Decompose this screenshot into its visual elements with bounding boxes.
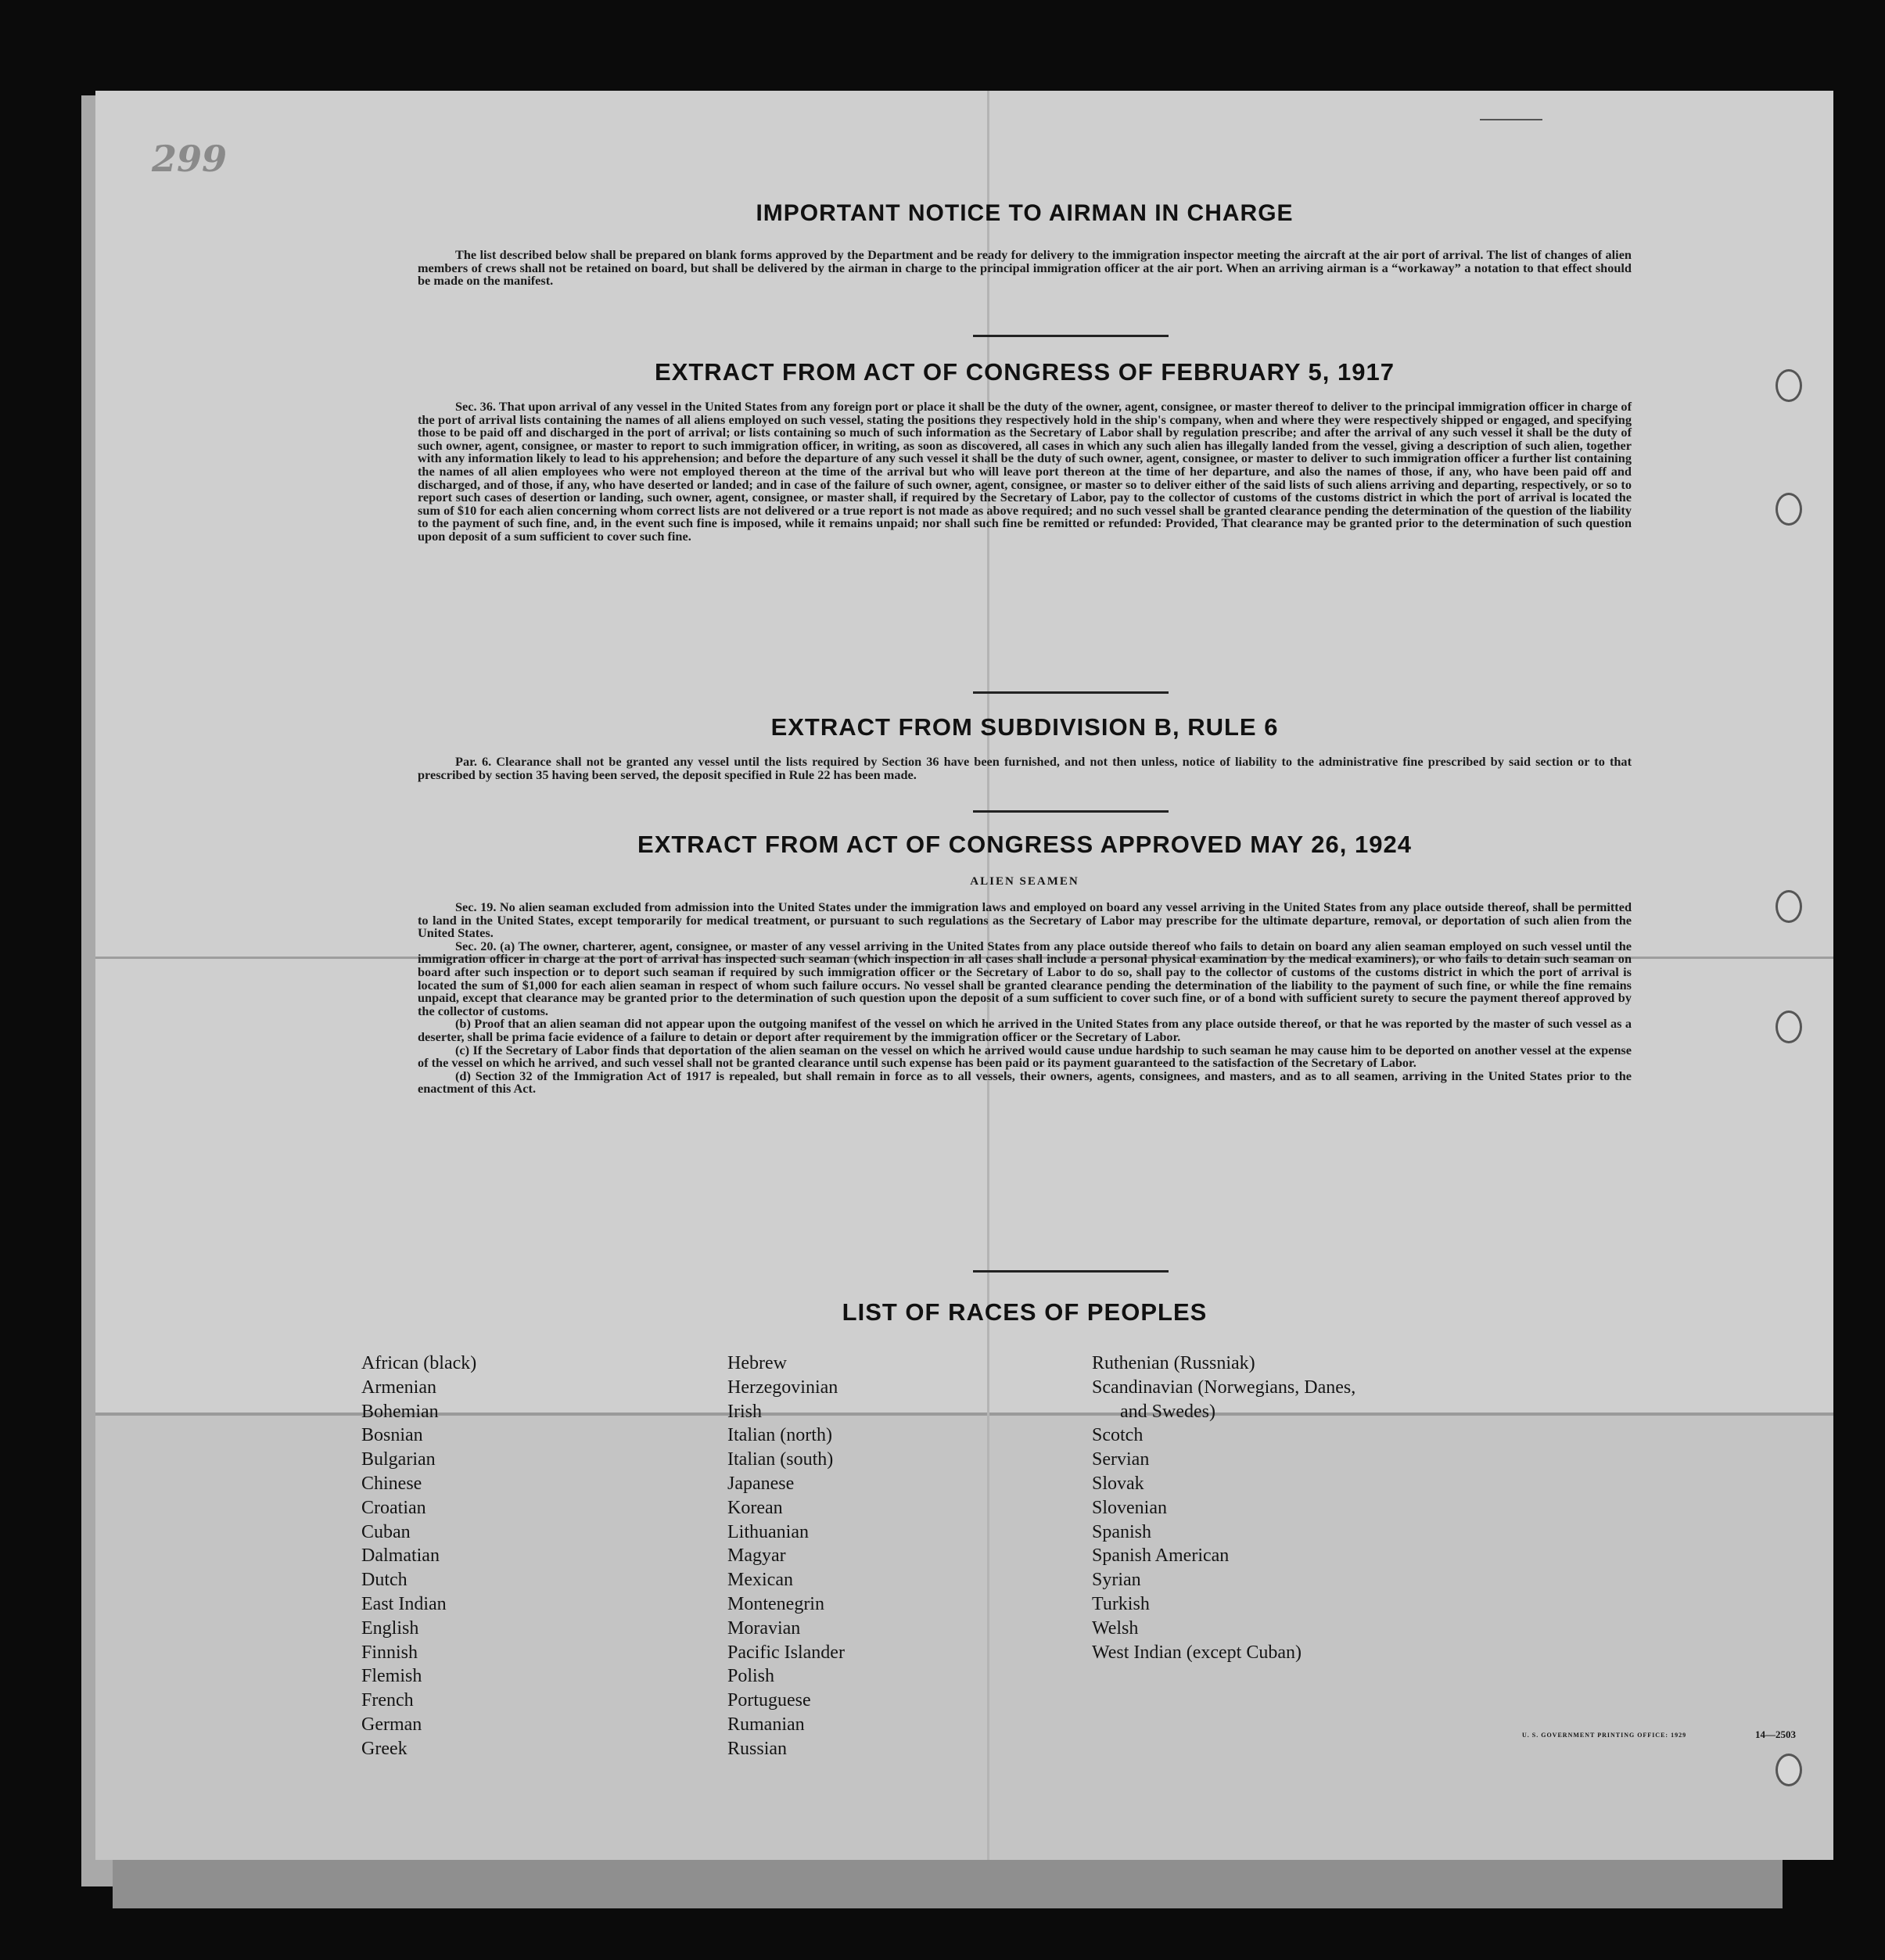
section-20a-paragraph: Sec. 20. (a) The owner, charterer, agent, consignee, or master of any vessel arriving in the United States from any place outside thereof who fails to detain on board any alien seaman employed on such vessel until the immigration officer in charge at the port of arrival has inspected such seaman (which inspection in all cases shall include a personal physical examination by the medical examiners), or who fails to detain such seaman on board after such inspection or to deport such seaman if required by such immigration officer or the Secretary of Labor to do so, shall pay to the collector of customs of the customs district in which the port of arrival is located the sum of $1,000 for each alien seaman in respect of whom such failure occurs. No vessel shall be granted clearance pending the determination of the liability to the payment of such fine, or while the fine remains unpaid, except that clearance may be granted prior to the determination of such question upon the deposit of a sum sufficient to cover such fine, or of a bond with sufficient surety to secure the payment thereof approved by the collector of customs. [418, 938, 1632, 1018]
race-item: Irish [727, 1401, 762, 1422]
race-item: East Indian [361, 1593, 447, 1614]
race-item: Armenian [361, 1377, 436, 1398]
section-20c-paragraph: (c) If the Secretary of Labor finds that deportation of the alien seaman on the vessel on which he arrived would cause undue hardship to such seaman he may cause him to be deported on another vessel at the expense of the vessel on which he arrived, and such vessel shall not be granted clearance until such expense has been paid or its payment guaranteed to the satisfaction of the Secretary of Labor. [418, 1042, 1632, 1071]
race-item: Polish [727, 1666, 775, 1687]
extract-rule6-title: EXTRACT FROM SUBDIVISION B, RULE 6 [770, 713, 1279, 741]
divider-rule [973, 335, 1169, 337]
extract-1917-title: EXTRACT FROM ACT OF CONGRESS OF FEBRUARY 5, 1917 [655, 358, 1395, 386]
race-item: German [361, 1714, 422, 1735]
races-list [361, 1339, 1632, 1759]
races-column-2 [727, 1352, 845, 1761]
section-20b-paragraph: (b) Proof that an alien seaman did not appear upon the outgoing manifest of the vessel on which he arrived in the United States from any place outside thereof, or that he was reported by the master of such vessel as a deserter, shall be prima facie evidence of a failure to detain or deport after requirement by the immigration officer or the Secretary of Labor. [418, 1016, 1632, 1044]
extract-1924-title: EXTRACT FROM ACT OF CONGRESS APPROVED MAY 26, 1924 [637, 831, 1412, 858]
race-item: Bohemian [361, 1401, 439, 1422]
punch-hole-icon [1775, 890, 1802, 923]
race-item: Slovak [1092, 1473, 1144, 1494]
race-item: Chinese [361, 1473, 422, 1494]
document-page [95, 91, 1833, 1860]
race-item: Lithuanian [727, 1521, 809, 1542]
section-36-paragraph: Sec. 36. That upon arrival of any vessel in the United States from any foreign port or place it shall be the duty of the owner, agent, consignee, or master thereof to deliver to the principal immigration officer in charge of the port of arrival lists containing the names of all aliens employed on such vessel, stating the positions they respectively hold in the ship's company, when and where they were respectively shipped or engaged, and specifying those to be paid off and discharged in the port of arrival; or lists containing so much of such information as the Secretary of Labor shall by regulation prescribe; and after the arrival of any such vessel it shall be the duty of such owner, agent, consignee, or master to report to such immigration officer, in writing, as soon as discovered, all cases in which any such alien has illegally landed from the vessel, giving a description of such alien, together with any information likely to lead to his apprehension; and before the departure of any such vessel it shall be the duty of such owner, agent, consignee, or master to deliver to such immigration officer a further list containing the names of all alien employees who were not employed thereon at the time of the arrival but who will leave port thereon at the time of her departure, and also the names of those, if any, who have been paid off and discharged, and of those, if any, who have deserted or landed; and in case of the failure of such owner, agent, consignee, or master so to deliver either of the said lists of such aliens arriving and departing, respectively, or so to report such cases of desertion or landing, such owner, agent, consignee, or master shall, if required by the Secretary of Labor, pay to the collector of customs of the customs district in which the port of arrival is located the sum of $10 for each alien concerning whom correct lists are not delivered or a true report is not made as above required; and no such vessel shall be granted clearance pending the determination of the question of the liability to the payment of such fine, and, in the event such fine is imposed, while it remains unpaid; nor shall such fine be remitted or refunded: Provided, That clearance may be granted prior to the determination of such question upon deposit of a sum sufficient to cover such fine. [418, 399, 1632, 544]
race-item: West Indian (except Cuban) [1092, 1642, 1302, 1663]
pencil-page-number: 299 [152, 138, 228, 180]
race-item: English [361, 1617, 419, 1639]
race-item: Russian [727, 1738, 788, 1759]
notice-text [418, 249, 1632, 288]
race-item: Flemish [361, 1666, 422, 1687]
divider-rule [973, 691, 1169, 694]
race-item: Scotch [1092, 1425, 1144, 1446]
race-item: Italian (north) [727, 1425, 832, 1446]
race-item: Mexican [727, 1570, 793, 1591]
race-item: Italian (south) [727, 1449, 834, 1470]
races-title: LIST OF RACES OF PEOPLES [842, 1298, 1208, 1326]
race-item: Scandinavian (Norwegians, Danes, [1092, 1377, 1356, 1398]
race-item: Magyar [727, 1545, 786, 1567]
race-item: Slovenian [1092, 1497, 1167, 1518]
race-item: Korean [727, 1497, 783, 1518]
race-item: French [361, 1690, 414, 1711]
pencil-mark [1480, 119, 1542, 120]
race-item: Herzegovinian [727, 1377, 838, 1398]
race-item: Bosnian [361, 1425, 423, 1446]
divider-rule [973, 1270, 1169, 1273]
race-item: Bulgarian [361, 1449, 436, 1470]
race-item: Cuban [361, 1521, 411, 1542]
race-item: Greek [361, 1738, 408, 1759]
race-item: Pacific Islander [727, 1642, 845, 1663]
race-item: Dutch [361, 1570, 408, 1591]
extract-1924-text [418, 901, 1632, 1096]
extract-1917-text [418, 400, 1632, 544]
punch-hole-icon [1775, 369, 1802, 402]
extract-rule6-text [418, 756, 1632, 781]
punch-hole-icon [1775, 1754, 1802, 1786]
race-item: Syrian [1092, 1570, 1141, 1591]
race-item: Rumanian [727, 1714, 805, 1735]
race-item: Montenegrin [727, 1593, 824, 1614]
form-number: 14—2503 [1755, 1728, 1796, 1740]
race-item: African (black) [361, 1353, 477, 1373]
race-item: Turkish [1092, 1593, 1150, 1614]
race-item: Hebrew [727, 1353, 787, 1373]
section-19-paragraph: Sec. 19. No alien seaman excluded from admission into the United States under the immigration laws and employed on board any vessel arriving in the United States from any place outside thereof, shall be permitted to land in the United States, except temporarily for medical treatment, or pursuant to such regulations as the Secretary of Labor may prescribe for the ultimate departure, removal, or deportation of such alien from the United States. [418, 899, 1632, 941]
race-item: Spanish American [1092, 1545, 1230, 1567]
notice-paragraph: The list described below shall be prepared on blank forms approved by the Department and be ready for delivery to the immigration inspector meeting the aircraft at the air port of arrival. The list of changes of alien members of crews shall not be retained on board, but shall be delivered by the airman in charge to the principal immigration officer at the air port. When an arriving airman is a “workaway” a notation to that effect should be made on the manifest. [418, 247, 1632, 289]
race-item: Ruthenian (Russniak) [1092, 1353, 1255, 1373]
race-item: Servian [1092, 1449, 1150, 1470]
races-column-1 [361, 1352, 476, 1761]
notice-title: IMPORTANT NOTICE TO AIRMAN IN CHARGE [756, 200, 1294, 226]
race-item: Japanese [727, 1473, 795, 1494]
race-item: Spanish [1092, 1521, 1152, 1542]
race-item: Finnish [361, 1642, 418, 1663]
race-item: Welsh [1092, 1617, 1139, 1639]
race-item: Croatian [361, 1497, 426, 1518]
section-20d-paragraph: (d) Section 32 of the Immigration Act of 1917 is repealed, but shall remain in force as to all vessels, their owners, agents, consignees, and masters, and as to all seamen, arriving in the United States prior to the enactment of this Act. [418, 1068, 1632, 1097]
printing-office-note: U. S. GOVERNMENT PRINTING OFFICE: 1929 [1522, 1732, 1687, 1739]
punch-hole-icon [1775, 1011, 1802, 1043]
alien-seamen-subtitle: ALIEN SEAMEN [970, 875, 1079, 888]
punch-hole-icon [1775, 493, 1802, 526]
par-6-paragraph: Par. 6. Clearance shall not be granted any vessel until the lists required by Section 36 have been furnished, and not then unless, notice of liability to the administrative fine prescribed by said section or to that prescribed by section 35 having been served, the deposit specified in Rule 22 has been made. [418, 754, 1632, 782]
race-item: Portuguese [727, 1690, 811, 1711]
back-sheet-bottom-edge [113, 1855, 1783, 1908]
divider-rule [973, 810, 1169, 813]
race-item: Moravian [727, 1617, 801, 1639]
races-column-3 [1092, 1352, 1355, 1664]
race-item: and Swedes) [1120, 1401, 1215, 1422]
race-item: Dalmatian [361, 1545, 440, 1567]
